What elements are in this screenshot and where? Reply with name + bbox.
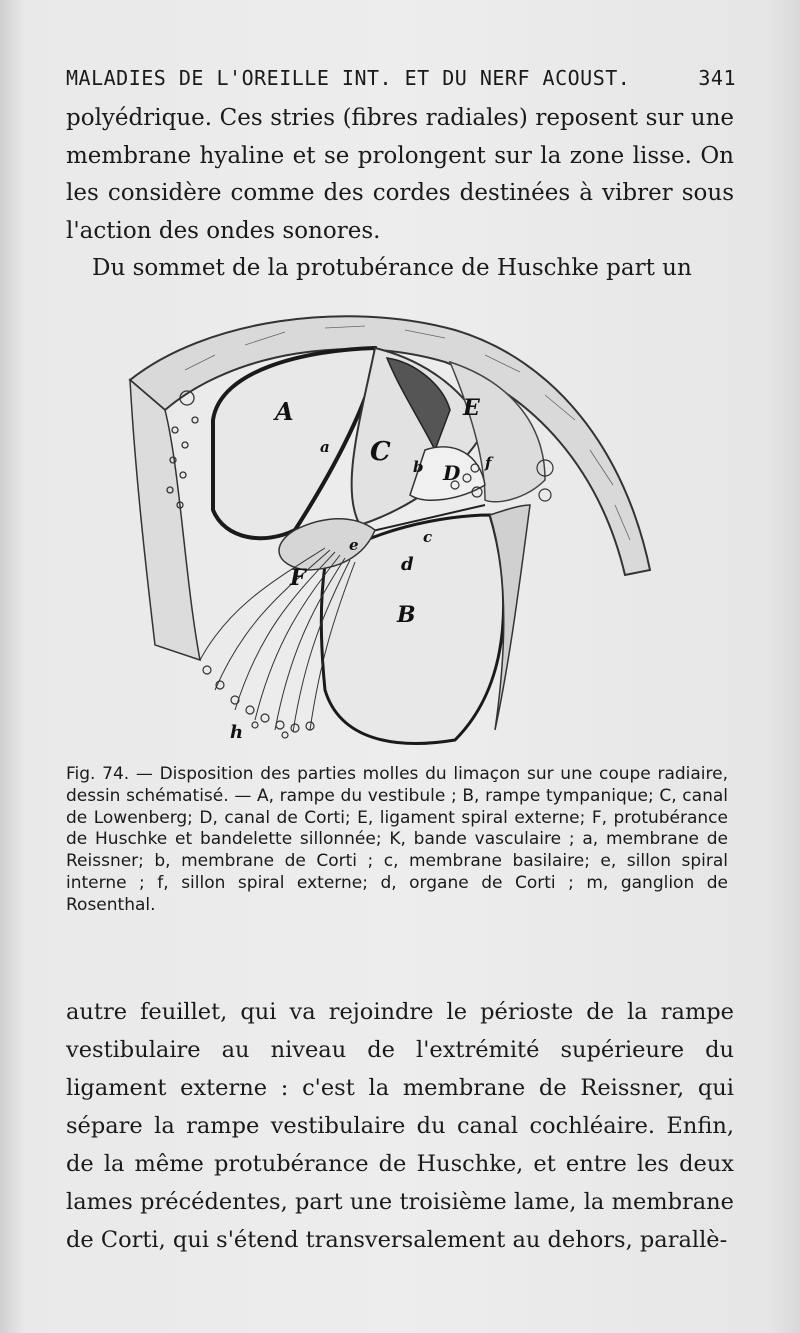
label-e: e [349,536,359,554]
cochlea-illustration [125,300,665,760]
modiolus-bone [130,380,200,660]
label-d: d [401,554,414,575]
label-h: h [230,722,244,743]
label-E: E [463,395,480,421]
ganglion-cells [203,666,314,738]
label-A: A [275,397,294,426]
paragraph: Du sommet de la protubérance de Huschke part un [92,255,692,281]
running-title: MALADIES DE L'OREILLE INT. ET DU NERF ACOUST. [66,66,631,90]
paragraph: polyédrique. Ces stries (fibres radiales) reposent sur une membrane hyaline et se prolongent sur la zone lisse. On les considère comme des cordes destinées à vibrer sous l'action des ondes sonores. [66,105,734,244]
figure-caption [66,764,728,917]
paragraph: autre feuillet, qui va rejoindre le périoste de la rampe vestibulaire au niveau de l'extrémité supérieure du ligament externe : c'est la membrane de Reissner, qui sépare la rampe vestibulaire du canal cochléaire. Enfin, de la même protubérance de Huschke, et entre les deux lames précédentes, part une troisième lame, la membrane de Corti, qui s'étend transversalement au dehors, parallè- [66,999,734,1253]
top-text-block [66,100,734,288]
label-B: B [397,602,416,628]
label-c: c [423,528,433,546]
caption-text: Fig. 74. — Disposition des parties molles du limaçon sur une coupe radiaire, dessin schématisé. — A, rampe du vestibule ; B, rampe tympanique; C, canal de Lowenberg; D, canal de Corti; E, ligament spiral externe; F, protubérance de Huschke et bandelette sillonnée; K, bande vasculaire ; a, membrane de Reissner; b, membrane de Corti ; c, membrane basilaire; e, sillon spiral interne ; f, sillon spiral externe; d, organe de Corti ; m, ganglion de Rosenthal. [66,764,728,915]
label-a: a [320,438,330,456]
label-f: f [485,454,492,472]
label-D: D [443,461,461,485]
running-header [66,66,736,90]
bottom-text-block [66,993,734,1259]
label-C: C [370,437,391,467]
scala-vestibuli [213,348,375,538]
page-number: 341 [698,66,736,90]
label-b: b [413,458,424,476]
cochlea-drawing [125,300,665,760]
label-F: F [290,565,306,591]
